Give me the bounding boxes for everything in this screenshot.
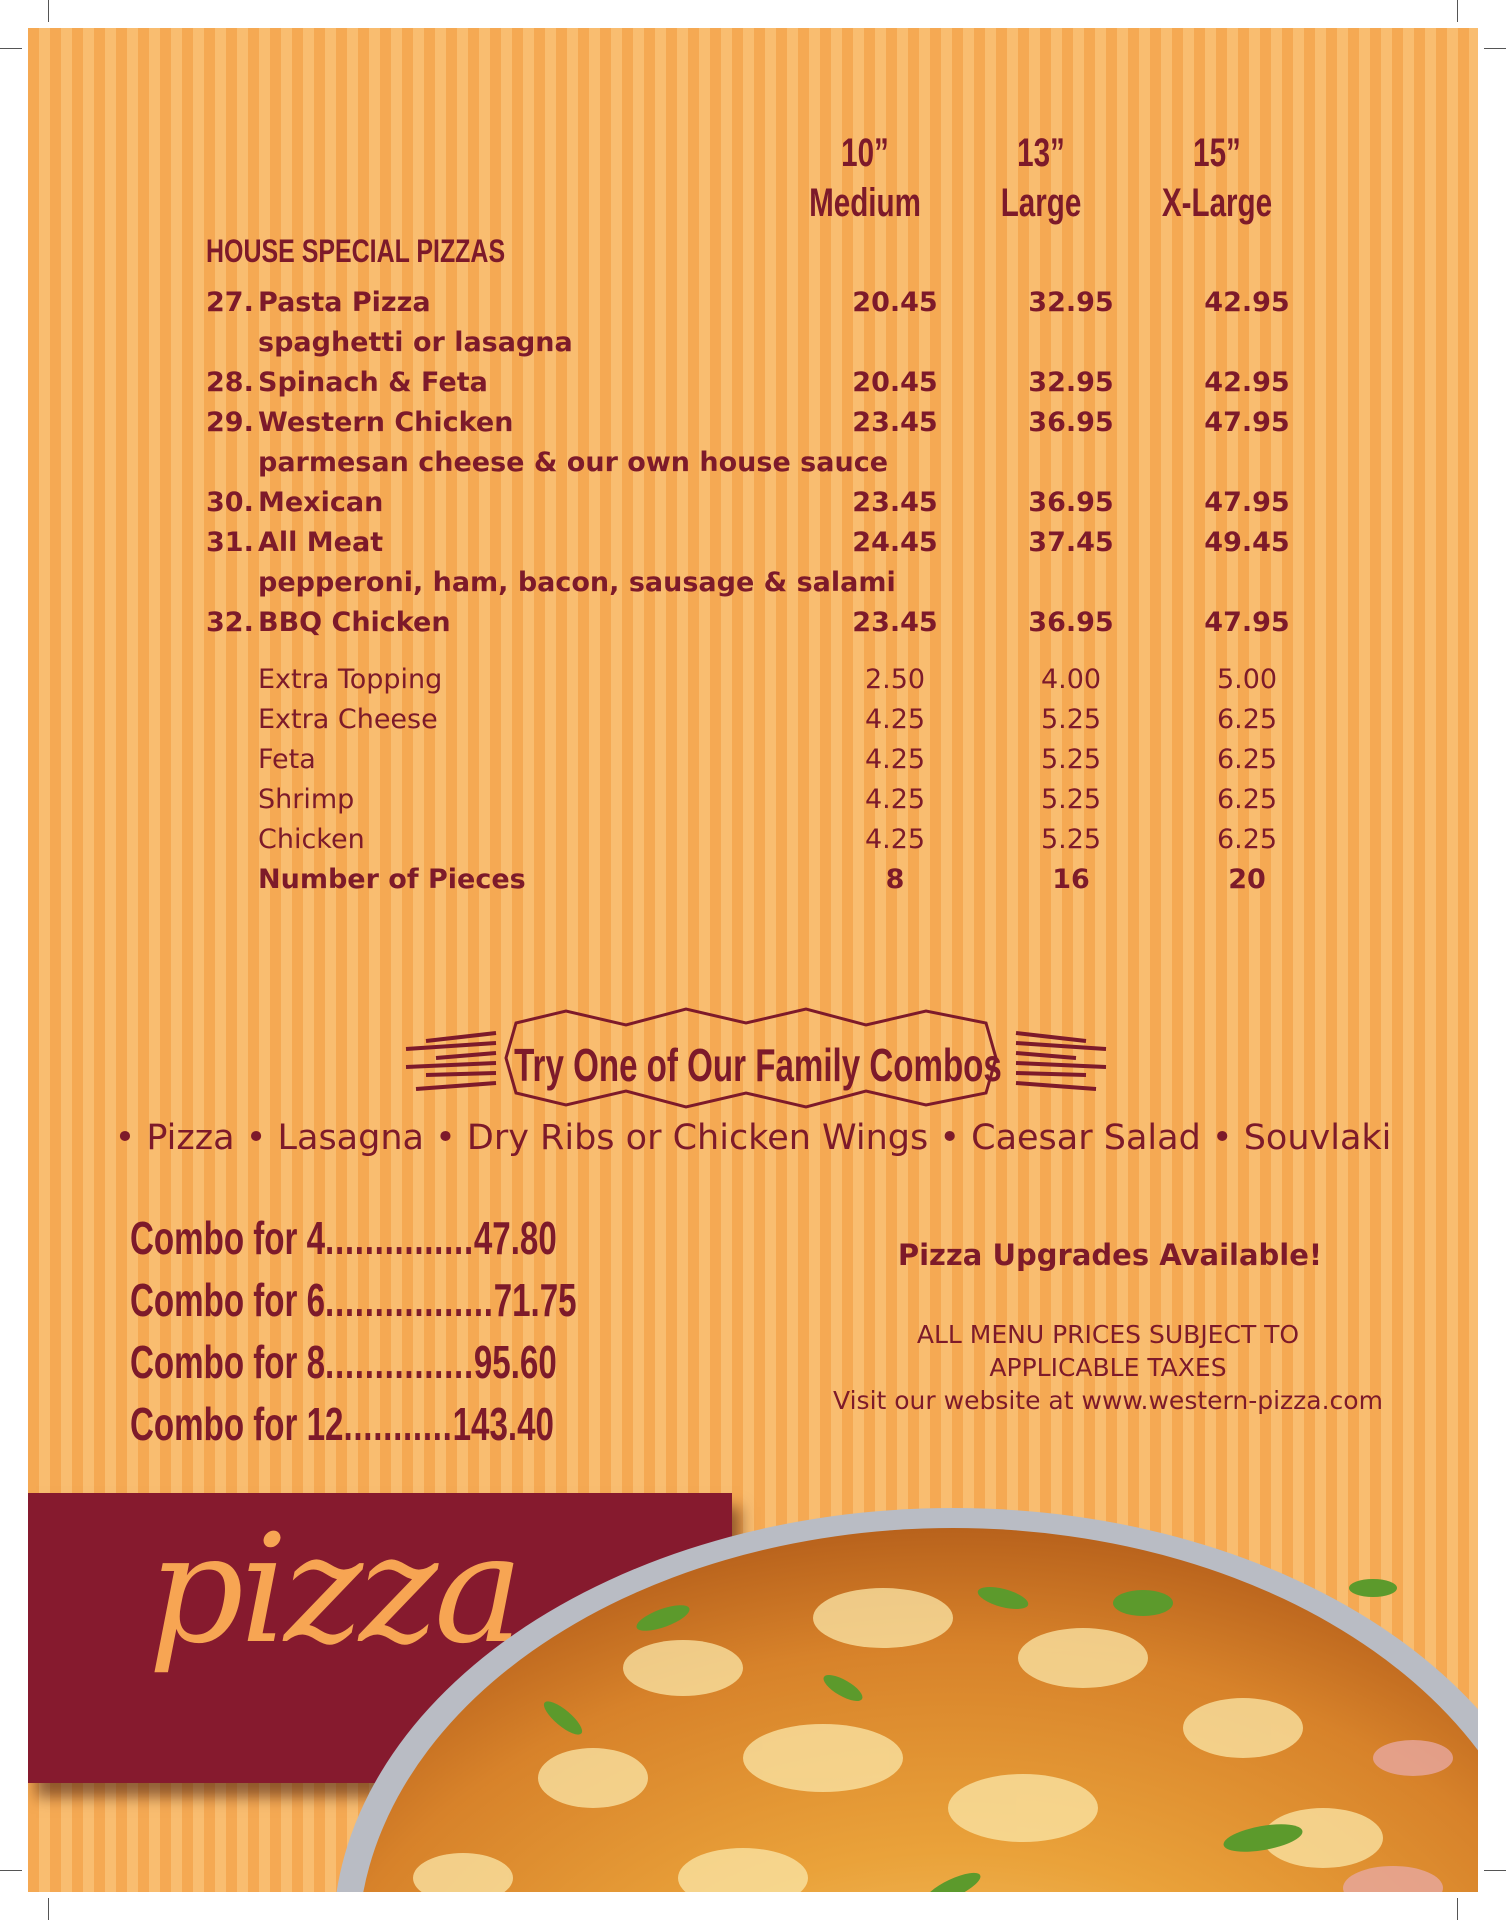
price-xlarge: 42.95	[1204, 367, 1290, 398]
size-header-medium	[791, 128, 939, 228]
pizza-photo	[263, 1508, 1478, 1892]
size-inch: 15”	[1193, 131, 1241, 175]
combo-dots: ...............	[325, 1336, 474, 1388]
price-large: 5.25	[1040, 744, 1102, 775]
item-number: 29.	[206, 407, 254, 438]
upgrades-note: Pizza Upgrades Available!	[897, 1238, 1323, 1272]
item-number: 30.	[206, 487, 254, 518]
extra-name: Shrimp	[258, 784, 355, 815]
combo-price: 71.75	[493, 1274, 577, 1326]
price-large: 32.95	[1028, 367, 1114, 398]
price-xlarge: 47.95	[1204, 487, 1290, 518]
combo-dots: ...............	[325, 1212, 474, 1264]
price-xlarge: 6.25	[1216, 744, 1278, 775]
item-name: Western Chicken	[258, 407, 514, 438]
combo-row	[130, 1273, 577, 1327]
item-name: BBQ Chicken	[258, 607, 451, 638]
crop-mark	[1457, 1898, 1458, 1920]
combo-row	[130, 1335, 557, 1389]
extra-name: Chicken	[258, 824, 365, 855]
combo-row	[130, 1211, 557, 1265]
price-xlarge: 5.00	[1216, 664, 1278, 695]
pieces-large: 16	[1052, 864, 1090, 895]
combo-items-list: • Pizza • Lasagna • Dry Ribs or Chicken Wings • Caesar Salad • Souvlaki	[114, 1118, 1392, 1158]
item-number: 31.	[206, 527, 254, 558]
price-medium: 24.45	[852, 527, 938, 558]
tax-notice	[798, 1318, 1418, 1417]
item-description: parmesan cheese & our own house sauce	[258, 447, 889, 478]
pieces-medium: 8	[885, 864, 905, 895]
item-description: pepperoni, ham, bacon, sausage & salami	[258, 567, 896, 598]
crop-mark	[0, 48, 22, 49]
crop-mark	[1457, 0, 1458, 22]
item-number: 27.	[206, 287, 254, 318]
price-xlarge: 47.95	[1204, 607, 1290, 638]
combo-row	[130, 1397, 554, 1451]
price-xlarge: 42.95	[1204, 287, 1290, 318]
price-large: 36.95	[1028, 487, 1114, 518]
menu-page	[28, 28, 1478, 1892]
crop-mark	[48, 1898, 49, 1920]
combo-price: 47.80	[473, 1212, 557, 1264]
crop-mark	[1484, 48, 1506, 49]
item-description: spaghetti or lasagna	[258, 327, 573, 358]
price-large: 5.25	[1040, 704, 1102, 735]
section-title: HOUSE SPECIAL PIZZAS	[206, 233, 506, 269]
size-label: Large	[1000, 181, 1082, 225]
extra-name: Extra Cheese	[258, 704, 438, 735]
combo-label: Combo for 8	[130, 1336, 326, 1388]
combo-dots: .................	[325, 1274, 494, 1326]
crop-mark	[48, 0, 49, 22]
size-header-large	[967, 128, 1115, 228]
item-name: Spinach & Feta	[258, 367, 488, 398]
extra-name: Feta	[258, 744, 316, 775]
price-large: 5.25	[1040, 824, 1102, 855]
price-large: 32.95	[1028, 287, 1114, 318]
combo-label: Combo for 12	[130, 1398, 344, 1450]
price-medium: 4.25	[864, 704, 926, 735]
crop-mark	[0, 1870, 22, 1871]
size-label: X-Large	[1161, 181, 1273, 225]
combo-title: Try One of Our Family Combos	[514, 1039, 1002, 1091]
price-xlarge: 49.45	[1204, 527, 1290, 558]
combo-label: Combo for 6	[130, 1274, 326, 1326]
price-xlarge: 6.25	[1216, 784, 1278, 815]
price-medium: 23.45	[852, 407, 938, 438]
price-medium: 4.25	[864, 824, 926, 855]
pieces-xlarge: 20	[1228, 864, 1266, 895]
combo-dots: ...........	[343, 1398, 453, 1450]
item-name: Pasta Pizza	[258, 287, 431, 318]
price-medium: 20.45	[852, 287, 938, 318]
size-inch: 10”	[841, 131, 889, 175]
price-xlarge: 6.25	[1216, 824, 1278, 855]
pieces-label: Number of Pieces	[258, 864, 526, 895]
item-name: Mexican	[258, 487, 384, 518]
price-large: 36.95	[1028, 407, 1114, 438]
combo-price: 95.60	[473, 1336, 557, 1388]
combo-price: 143.40	[452, 1398, 554, 1450]
tax-line-2: APPLICABLE TAXES	[989, 1353, 1227, 1382]
price-large: 37.45	[1028, 527, 1114, 558]
price-xlarge: 47.95	[1204, 407, 1290, 438]
price-medium: 23.45	[852, 607, 938, 638]
price-medium: 4.25	[864, 784, 926, 815]
extra-name: Extra Topping	[258, 664, 443, 695]
price-large: 5.25	[1040, 784, 1102, 815]
website-line: Visit our website at www.western-pizza.com	[833, 1386, 1383, 1415]
crop-mark	[1484, 1870, 1506, 1871]
price-xlarge: 6.25	[1216, 704, 1278, 735]
price-medium: 4.25	[864, 744, 926, 775]
item-number: 32.	[206, 607, 254, 638]
price-large: 36.95	[1028, 607, 1114, 638]
banner-script-word: pizza	[148, 1503, 520, 1677]
price-medium: 2.50	[864, 664, 926, 695]
size-header-xlarge	[1143, 128, 1291, 228]
size-inch: 13”	[1017, 131, 1065, 175]
item-number: 28.	[206, 367, 254, 398]
item-name: All Meat	[258, 527, 384, 558]
size-label: Medium	[809, 181, 921, 225]
price-large: 4.00	[1040, 664, 1102, 695]
price-medium: 23.45	[852, 487, 938, 518]
price-medium: 20.45	[852, 367, 938, 398]
tax-line-1: ALL MENU PRICES SUBJECT TO	[916, 1320, 1300, 1349]
combo-label: Combo for 4	[130, 1212, 326, 1264]
